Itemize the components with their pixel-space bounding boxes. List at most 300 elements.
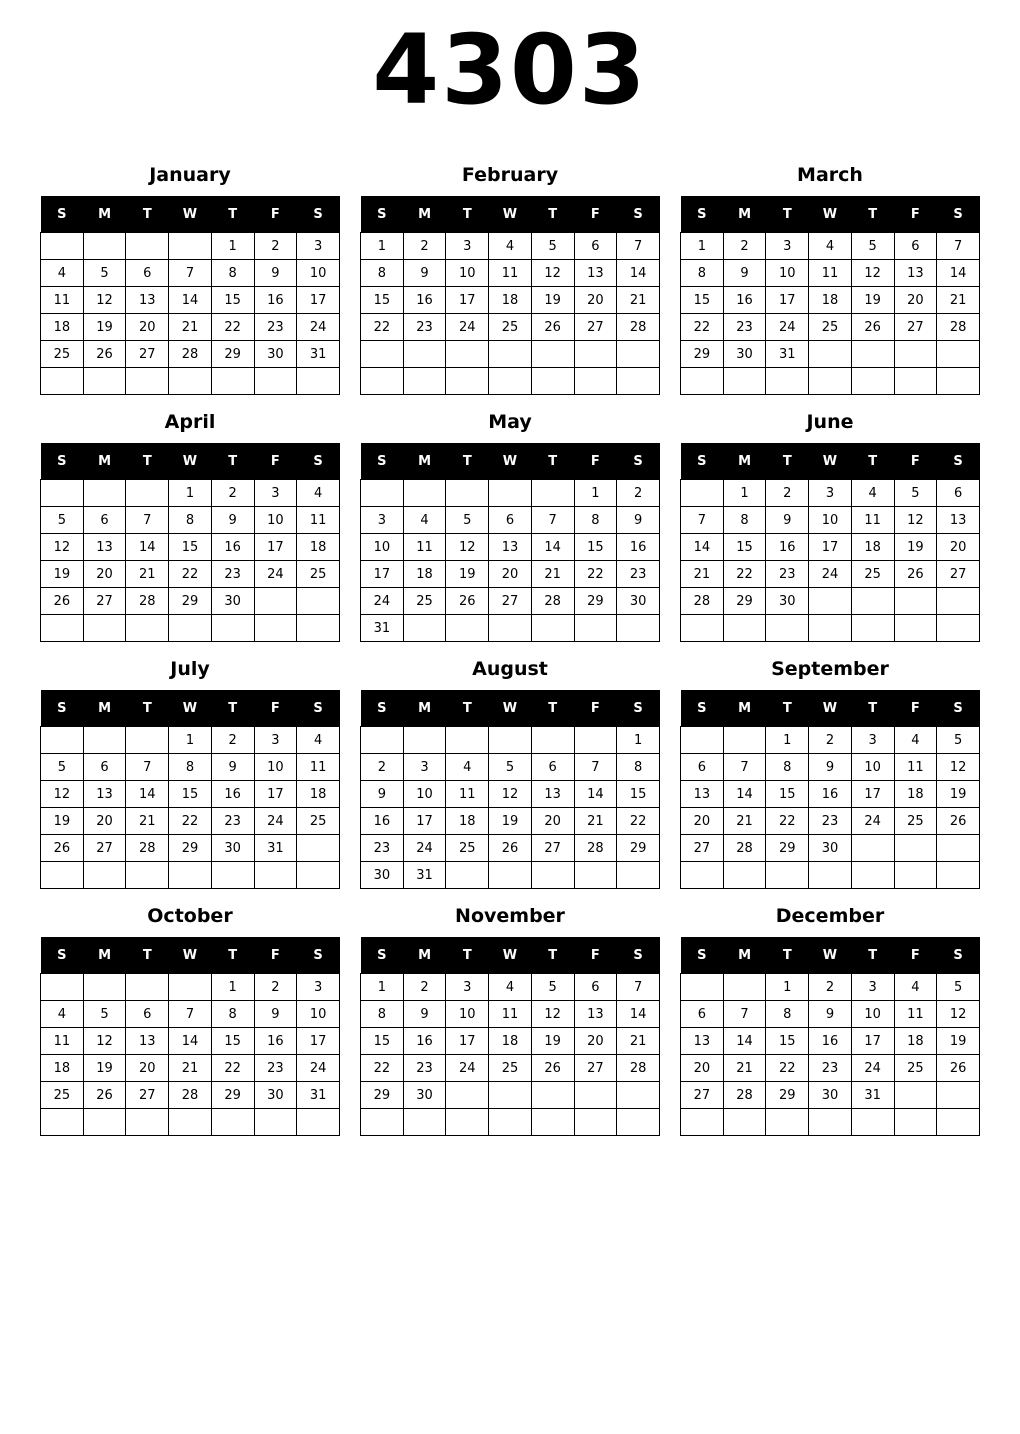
day-cell[interactable]: 8 xyxy=(617,754,660,781)
day-cell[interactable]: 29 xyxy=(574,588,617,615)
day-cell[interactable]: 20 xyxy=(83,561,126,588)
day-cell[interactable]: 26 xyxy=(41,588,84,615)
day-cell[interactable]: 28 xyxy=(723,835,766,862)
day-cell[interactable]: 9 xyxy=(617,507,660,534)
day-cell[interactable]: 19 xyxy=(41,561,84,588)
day-cell[interactable]: 4 xyxy=(894,727,937,754)
day-cell[interactable]: 6 xyxy=(574,974,617,1001)
day-cell[interactable]: 15 xyxy=(211,1028,254,1055)
day-cell[interactable]: 5 xyxy=(83,260,126,287)
day-cell[interactable]: 12 xyxy=(41,781,84,808)
day-cell[interactable]: 3 xyxy=(766,233,809,260)
day-cell[interactable]: 25 xyxy=(809,314,852,341)
day-cell[interactable]: 31 xyxy=(766,341,809,368)
day-cell[interactable]: 21 xyxy=(723,808,766,835)
day-cell[interactable]: 16 xyxy=(403,1028,446,1055)
day-cell[interactable]: 6 xyxy=(894,233,937,260)
day-cell[interactable]: 20 xyxy=(681,808,724,835)
day-cell[interactable]: 4 xyxy=(297,727,340,754)
day-cell[interactable]: 15 xyxy=(766,781,809,808)
day-cell[interactable]: 26 xyxy=(83,1082,126,1109)
day-cell[interactable]: 8 xyxy=(766,754,809,781)
day-cell[interactable]: 11 xyxy=(489,1001,532,1028)
day-cell[interactable]: 22 xyxy=(681,314,724,341)
day-cell[interactable]: 10 xyxy=(361,534,404,561)
day-cell[interactable]: 5 xyxy=(937,727,980,754)
day-cell[interactable]: 1 xyxy=(766,974,809,1001)
day-cell[interactable]: 30 xyxy=(254,341,297,368)
day-cell[interactable]: 13 xyxy=(894,260,937,287)
day-cell[interactable]: 14 xyxy=(617,260,660,287)
day-cell[interactable]: 30 xyxy=(809,835,852,862)
day-cell[interactable]: 24 xyxy=(809,561,852,588)
day-cell[interactable]: 13 xyxy=(489,534,532,561)
day-cell[interactable]: 29 xyxy=(361,1082,404,1109)
day-cell[interactable]: 19 xyxy=(937,1028,980,1055)
day-cell[interactable]: 22 xyxy=(169,561,212,588)
day-cell[interactable]: 22 xyxy=(723,561,766,588)
day-cell[interactable]: 18 xyxy=(489,287,532,314)
day-cell[interactable]: 7 xyxy=(169,1001,212,1028)
day-cell[interactable]: 19 xyxy=(41,808,84,835)
day-cell[interactable]: 6 xyxy=(937,480,980,507)
day-cell[interactable]: 16 xyxy=(211,781,254,808)
day-cell[interactable]: 12 xyxy=(41,534,84,561)
day-cell[interactable]: 17 xyxy=(361,561,404,588)
day-cell[interactable]: 1 xyxy=(723,480,766,507)
day-cell[interactable]: 11 xyxy=(446,781,489,808)
day-cell[interactable]: 15 xyxy=(361,1028,404,1055)
day-cell[interactable]: 10 xyxy=(766,260,809,287)
day-cell[interactable]: 23 xyxy=(254,1055,297,1082)
day-cell[interactable]: 14 xyxy=(126,534,169,561)
day-cell[interactable]: 20 xyxy=(531,808,574,835)
day-cell[interactable]: 25 xyxy=(41,1082,84,1109)
day-cell[interactable]: 19 xyxy=(531,287,574,314)
day-cell[interactable]: 28 xyxy=(617,1055,660,1082)
day-cell[interactable]: 31 xyxy=(851,1082,894,1109)
day-cell[interactable]: 25 xyxy=(489,1055,532,1082)
day-cell[interactable]: 1 xyxy=(681,233,724,260)
day-cell[interactable]: 13 xyxy=(574,260,617,287)
day-cell[interactable]: 13 xyxy=(531,781,574,808)
day-cell[interactable]: 27 xyxy=(894,314,937,341)
day-cell[interactable]: 25 xyxy=(297,561,340,588)
day-cell[interactable]: 19 xyxy=(446,561,489,588)
day-cell[interactable]: 30 xyxy=(617,588,660,615)
day-cell[interactable]: 17 xyxy=(297,1028,340,1055)
day-cell[interactable]: 3 xyxy=(446,974,489,1001)
day-cell[interactable]: 24 xyxy=(361,588,404,615)
day-cell[interactable]: 29 xyxy=(169,588,212,615)
day-cell[interactable]: 5 xyxy=(83,1001,126,1028)
day-cell[interactable]: 16 xyxy=(617,534,660,561)
day-cell[interactable]: 4 xyxy=(403,507,446,534)
day-cell[interactable]: 14 xyxy=(617,1001,660,1028)
day-cell[interactable]: 26 xyxy=(894,561,937,588)
day-cell[interactable]: 4 xyxy=(894,974,937,1001)
day-cell[interactable]: 24 xyxy=(297,1055,340,1082)
day-cell[interactable]: 8 xyxy=(211,1001,254,1028)
day-cell[interactable]: 13 xyxy=(574,1001,617,1028)
day-cell[interactable]: 10 xyxy=(297,1001,340,1028)
day-cell[interactable]: 3 xyxy=(851,974,894,1001)
day-cell[interactable]: 15 xyxy=(169,781,212,808)
day-cell[interactable]: 9 xyxy=(809,754,852,781)
day-cell[interactable]: 2 xyxy=(211,727,254,754)
day-cell[interactable]: 7 xyxy=(531,507,574,534)
day-cell[interactable]: 30 xyxy=(361,862,404,889)
day-cell[interactable]: 18 xyxy=(41,1055,84,1082)
day-cell[interactable]: 19 xyxy=(531,1028,574,1055)
day-cell[interactable]: 8 xyxy=(361,1001,404,1028)
day-cell[interactable]: 27 xyxy=(681,1082,724,1109)
day-cell[interactable]: 4 xyxy=(41,260,84,287)
day-cell[interactable]: 25 xyxy=(403,588,446,615)
day-cell[interactable]: 18 xyxy=(809,287,852,314)
day-cell[interactable]: 23 xyxy=(361,835,404,862)
day-cell[interactable]: 10 xyxy=(446,1001,489,1028)
day-cell[interactable]: 12 xyxy=(446,534,489,561)
day-cell[interactable]: 18 xyxy=(894,781,937,808)
day-cell[interactable]: 13 xyxy=(681,1028,724,1055)
day-cell[interactable]: 24 xyxy=(297,314,340,341)
day-cell[interactable]: 23 xyxy=(211,561,254,588)
day-cell[interactable]: 19 xyxy=(937,781,980,808)
day-cell[interactable]: 18 xyxy=(446,808,489,835)
day-cell[interactable]: 23 xyxy=(723,314,766,341)
day-cell[interactable]: 7 xyxy=(126,507,169,534)
day-cell[interactable]: 3 xyxy=(361,507,404,534)
day-cell[interactable]: 31 xyxy=(403,862,446,889)
day-cell[interactable]: 24 xyxy=(254,561,297,588)
day-cell[interactable]: 19 xyxy=(894,534,937,561)
day-cell[interactable]: 15 xyxy=(681,287,724,314)
day-cell[interactable]: 25 xyxy=(489,314,532,341)
day-cell[interactable]: 12 xyxy=(937,754,980,781)
day-cell[interactable]: 14 xyxy=(937,260,980,287)
day-cell[interactable]: 26 xyxy=(937,808,980,835)
day-cell[interactable]: 21 xyxy=(531,561,574,588)
day-cell[interactable]: 31 xyxy=(297,1082,340,1109)
day-cell[interactable]: 28 xyxy=(169,1082,212,1109)
day-cell[interactable]: 16 xyxy=(254,287,297,314)
day-cell[interactable]: 21 xyxy=(126,561,169,588)
day-cell[interactable]: 3 xyxy=(254,727,297,754)
day-cell[interactable]: 6 xyxy=(531,754,574,781)
day-cell[interactable]: 1 xyxy=(169,727,212,754)
day-cell[interactable]: 5 xyxy=(894,480,937,507)
day-cell[interactable]: 5 xyxy=(41,754,84,781)
day-cell[interactable]: 28 xyxy=(169,341,212,368)
day-cell[interactable]: 26 xyxy=(489,835,532,862)
day-cell[interactable]: 28 xyxy=(531,588,574,615)
day-cell[interactable]: 12 xyxy=(851,260,894,287)
day-cell[interactable]: 15 xyxy=(617,781,660,808)
day-cell[interactable]: 22 xyxy=(211,1055,254,1082)
day-cell[interactable]: 18 xyxy=(894,1028,937,1055)
day-cell[interactable]: 26 xyxy=(446,588,489,615)
day-cell[interactable]: 19 xyxy=(83,314,126,341)
day-cell[interactable]: 27 xyxy=(681,835,724,862)
day-cell[interactable]: 8 xyxy=(723,507,766,534)
day-cell[interactable]: 4 xyxy=(851,480,894,507)
day-cell[interactable]: 29 xyxy=(211,1082,254,1109)
day-cell[interactable]: 11 xyxy=(41,287,84,314)
day-cell[interactable]: 10 xyxy=(851,754,894,781)
day-cell[interactable]: 9 xyxy=(211,507,254,534)
day-cell[interactable]: 27 xyxy=(489,588,532,615)
day-cell[interactable]: 8 xyxy=(169,507,212,534)
day-cell[interactable]: 29 xyxy=(169,835,212,862)
day-cell[interactable]: 18 xyxy=(851,534,894,561)
day-cell[interactable]: 5 xyxy=(489,754,532,781)
day-cell[interactable]: 22 xyxy=(574,561,617,588)
day-cell[interactable]: 10 xyxy=(446,260,489,287)
day-cell[interactable]: 4 xyxy=(809,233,852,260)
day-cell[interactable]: 21 xyxy=(617,287,660,314)
day-cell[interactable]: 2 xyxy=(254,974,297,1001)
day-cell[interactable]: 27 xyxy=(531,835,574,862)
day-cell[interactable]: 7 xyxy=(574,754,617,781)
day-cell[interactable]: 4 xyxy=(446,754,489,781)
day-cell[interactable]: 17 xyxy=(809,534,852,561)
day-cell[interactable]: 11 xyxy=(489,260,532,287)
day-cell[interactable]: 23 xyxy=(403,314,446,341)
day-cell[interactable]: 3 xyxy=(446,233,489,260)
day-cell[interactable]: 22 xyxy=(361,1055,404,1082)
day-cell[interactable]: 10 xyxy=(254,507,297,534)
day-cell[interactable]: 9 xyxy=(211,754,254,781)
day-cell[interactable]: 8 xyxy=(361,260,404,287)
day-cell[interactable]: 2 xyxy=(809,974,852,1001)
day-cell[interactable]: 26 xyxy=(83,341,126,368)
day-cell[interactable]: 6 xyxy=(681,1001,724,1028)
day-cell[interactable]: 20 xyxy=(894,287,937,314)
day-cell[interactable]: 27 xyxy=(574,314,617,341)
day-cell[interactable]: 15 xyxy=(361,287,404,314)
day-cell[interactable]: 21 xyxy=(617,1028,660,1055)
day-cell[interactable]: 7 xyxy=(681,507,724,534)
day-cell[interactable]: 14 xyxy=(169,287,212,314)
day-cell[interactable]: 30 xyxy=(254,1082,297,1109)
day-cell[interactable]: 29 xyxy=(766,1082,809,1109)
day-cell[interactable]: 7 xyxy=(723,754,766,781)
day-cell[interactable]: 9 xyxy=(254,1001,297,1028)
day-cell[interactable]: 14 xyxy=(169,1028,212,1055)
day-cell[interactable]: 8 xyxy=(169,754,212,781)
day-cell[interactable]: 1 xyxy=(574,480,617,507)
day-cell[interactable]: 16 xyxy=(723,287,766,314)
day-cell[interactable]: 2 xyxy=(211,480,254,507)
day-cell[interactable]: 19 xyxy=(851,287,894,314)
day-cell[interactable]: 31 xyxy=(361,615,404,642)
day-cell[interactable]: 16 xyxy=(766,534,809,561)
day-cell[interactable]: 9 xyxy=(766,507,809,534)
day-cell[interactable]: 29 xyxy=(211,341,254,368)
day-cell[interactable]: 9 xyxy=(403,1001,446,1028)
day-cell[interactable]: 29 xyxy=(617,835,660,862)
day-cell[interactable]: 27 xyxy=(574,1055,617,1082)
day-cell[interactable]: 12 xyxy=(937,1001,980,1028)
day-cell[interactable]: 8 xyxy=(766,1001,809,1028)
day-cell[interactable]: 2 xyxy=(361,754,404,781)
day-cell[interactable]: 24 xyxy=(446,1055,489,1082)
day-cell[interactable]: 2 xyxy=(766,480,809,507)
day-cell[interactable]: 7 xyxy=(617,233,660,260)
day-cell[interactable]: 17 xyxy=(403,808,446,835)
day-cell[interactable]: 19 xyxy=(83,1055,126,1082)
day-cell[interactable]: 18 xyxy=(297,781,340,808)
day-cell[interactable]: 16 xyxy=(403,287,446,314)
day-cell[interactable]: 29 xyxy=(681,341,724,368)
day-cell[interactable]: 16 xyxy=(809,781,852,808)
day-cell[interactable]: 25 xyxy=(446,835,489,862)
day-cell[interactable]: 27 xyxy=(126,1082,169,1109)
day-cell[interactable]: 8 xyxy=(211,260,254,287)
day-cell[interactable]: 11 xyxy=(809,260,852,287)
day-cell[interactable]: 12 xyxy=(894,507,937,534)
day-cell[interactable]: 6 xyxy=(126,1001,169,1028)
day-cell[interactable]: 25 xyxy=(851,561,894,588)
day-cell[interactable]: 9 xyxy=(809,1001,852,1028)
day-cell[interactable]: 5 xyxy=(446,507,489,534)
day-cell[interactable]: 3 xyxy=(403,754,446,781)
day-cell[interactable]: 13 xyxy=(126,1028,169,1055)
day-cell[interactable]: 24 xyxy=(446,314,489,341)
day-cell[interactable]: 20 xyxy=(681,1055,724,1082)
day-cell[interactable]: 16 xyxy=(809,1028,852,1055)
day-cell[interactable]: 21 xyxy=(937,287,980,314)
day-cell[interactable]: 11 xyxy=(297,754,340,781)
day-cell[interactable]: 17 xyxy=(254,781,297,808)
day-cell[interactable]: 28 xyxy=(681,588,724,615)
day-cell[interactable]: 10 xyxy=(297,260,340,287)
day-cell[interactable]: 6 xyxy=(489,507,532,534)
day-cell[interactable]: 31 xyxy=(297,341,340,368)
day-cell[interactable]: 27 xyxy=(83,588,126,615)
day-cell[interactable]: 20 xyxy=(489,561,532,588)
day-cell[interactable]: 28 xyxy=(126,588,169,615)
day-cell[interactable]: 30 xyxy=(403,1082,446,1109)
day-cell[interactable]: 9 xyxy=(723,260,766,287)
day-cell[interactable]: 21 xyxy=(681,561,724,588)
day-cell[interactable]: 10 xyxy=(851,1001,894,1028)
day-cell[interactable]: 25 xyxy=(297,808,340,835)
day-cell[interactable]: 27 xyxy=(83,835,126,862)
day-cell[interactable]: 13 xyxy=(83,781,126,808)
day-cell[interactable]: 7 xyxy=(169,260,212,287)
day-cell[interactable]: 20 xyxy=(937,534,980,561)
day-cell[interactable]: 2 xyxy=(403,233,446,260)
day-cell[interactable]: 4 xyxy=(297,480,340,507)
day-cell[interactable]: 4 xyxy=(489,974,532,1001)
day-cell[interactable]: 26 xyxy=(531,314,574,341)
day-cell[interactable]: 3 xyxy=(809,480,852,507)
day-cell[interactable]: 10 xyxy=(254,754,297,781)
day-cell[interactable]: 23 xyxy=(809,1055,852,1082)
day-cell[interactable]: 22 xyxy=(169,808,212,835)
day-cell[interactable]: 22 xyxy=(211,314,254,341)
day-cell[interactable]: 8 xyxy=(681,260,724,287)
day-cell[interactable]: 1 xyxy=(361,974,404,1001)
day-cell[interactable]: 7 xyxy=(937,233,980,260)
day-cell[interactable]: 20 xyxy=(83,808,126,835)
day-cell[interactable]: 12 xyxy=(531,1001,574,1028)
day-cell[interactable]: 12 xyxy=(531,260,574,287)
day-cell[interactable]: 28 xyxy=(617,314,660,341)
day-cell[interactable]: 18 xyxy=(297,534,340,561)
day-cell[interactable]: 11 xyxy=(297,507,340,534)
day-cell[interactable]: 3 xyxy=(297,974,340,1001)
day-cell[interactable]: 19 xyxy=(489,808,532,835)
day-cell[interactable]: 25 xyxy=(41,341,84,368)
day-cell[interactable]: 26 xyxy=(41,835,84,862)
day-cell[interactable]: 1 xyxy=(211,974,254,1001)
day-cell[interactable]: 20 xyxy=(126,1055,169,1082)
day-cell[interactable]: 11 xyxy=(41,1028,84,1055)
day-cell[interactable]: 6 xyxy=(681,754,724,781)
day-cell[interactable]: 21 xyxy=(126,808,169,835)
day-cell[interactable]: 22 xyxy=(766,808,809,835)
day-cell[interactable]: 12 xyxy=(83,287,126,314)
day-cell[interactable]: 6 xyxy=(83,754,126,781)
day-cell[interactable]: 5 xyxy=(531,974,574,1001)
day-cell[interactable]: 26 xyxy=(531,1055,574,1082)
day-cell[interactable]: 14 xyxy=(574,781,617,808)
day-cell[interactable]: 27 xyxy=(937,561,980,588)
day-cell[interactable]: 11 xyxy=(851,507,894,534)
day-cell[interactable]: 13 xyxy=(83,534,126,561)
day-cell[interactable]: 14 xyxy=(723,781,766,808)
day-cell[interactable]: 16 xyxy=(211,534,254,561)
day-cell[interactable]: 18 xyxy=(489,1028,532,1055)
day-cell[interactable]: 2 xyxy=(617,480,660,507)
day-cell[interactable]: 4 xyxy=(41,1001,84,1028)
day-cell[interactable]: 18 xyxy=(403,561,446,588)
day-cell[interactable]: 12 xyxy=(489,781,532,808)
day-cell[interactable]: 16 xyxy=(254,1028,297,1055)
day-cell[interactable]: 17 xyxy=(446,287,489,314)
day-cell[interactable]: 24 xyxy=(403,835,446,862)
day-cell[interactable]: 1 xyxy=(766,727,809,754)
day-cell[interactable]: 14 xyxy=(126,781,169,808)
day-cell[interactable]: 21 xyxy=(574,808,617,835)
day-cell[interactable]: 9 xyxy=(254,260,297,287)
day-cell[interactable]: 23 xyxy=(617,561,660,588)
day-cell[interactable]: 15 xyxy=(574,534,617,561)
day-cell[interactable]: 2 xyxy=(254,233,297,260)
day-cell[interactable]: 26 xyxy=(937,1055,980,1082)
day-cell[interactable]: 13 xyxy=(937,507,980,534)
day-cell[interactable]: 26 xyxy=(851,314,894,341)
day-cell[interactable]: 3 xyxy=(297,233,340,260)
day-cell[interactable]: 1 xyxy=(169,480,212,507)
day-cell[interactable]: 17 xyxy=(851,781,894,808)
day-cell[interactable]: 20 xyxy=(574,287,617,314)
day-cell[interactable]: 14 xyxy=(531,534,574,561)
day-cell[interactable]: 9 xyxy=(403,260,446,287)
day-cell[interactable]: 5 xyxy=(937,974,980,1001)
day-cell[interactable]: 30 xyxy=(211,835,254,862)
day-cell[interactable]: 22 xyxy=(766,1055,809,1082)
day-cell[interactable]: 17 xyxy=(851,1028,894,1055)
day-cell[interactable]: 17 xyxy=(254,534,297,561)
day-cell[interactable]: 28 xyxy=(937,314,980,341)
day-cell[interactable]: 23 xyxy=(766,561,809,588)
day-cell[interactable]: 22 xyxy=(361,314,404,341)
day-cell[interactable]: 16 xyxy=(361,808,404,835)
